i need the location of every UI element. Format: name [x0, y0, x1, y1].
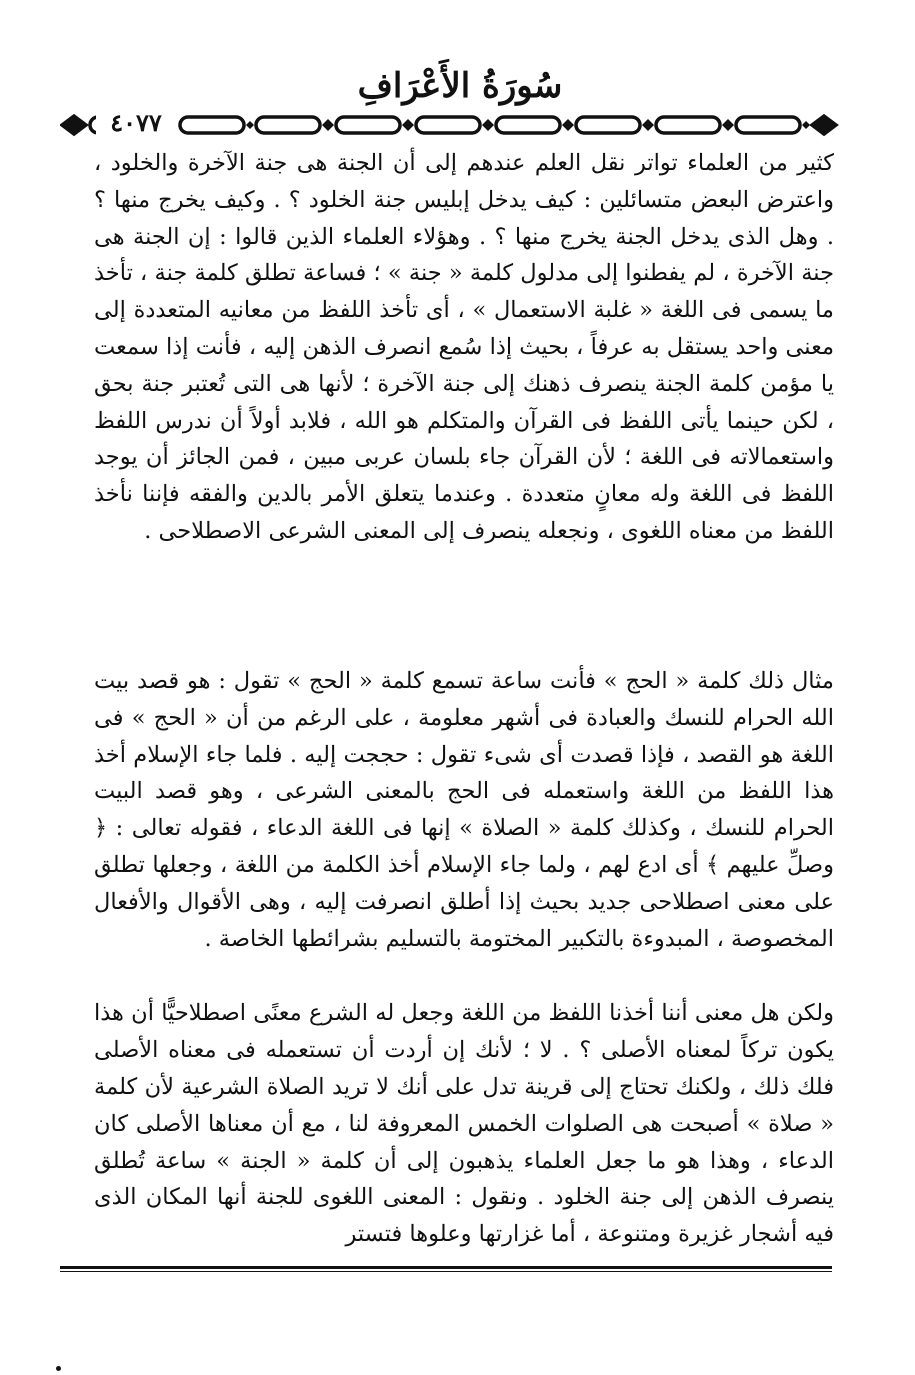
- page-body: [94, 145, 834, 1253]
- paragraph-2: مثال ذلك كلمة « الحج » فأنت ساعة تسمع كلمة « الحج » تقول : هو قصد بيت الله الحرام للنسك والعبادة فى أشهر معلومة ، على الرغم من أن « الحج » فى اللغة هو القصد ، فإذا قصدت أى شىء تقول : حججت إليه . فلما جاء الإسلام أخذ هذا اللفظ من اللغة واستعمله فى الحج بالمعنى الشرعى ، وهو قصد البيت الحرام للنسك ، وكذلك كلمة « الصلاة » إنها فى اللغة الدعاء ، فقوله تعالى : ﴿ وصلِّ عليهم ﴾ أى ادع لهم ، ولما جاء الإسلام أخذ الكلمة من اللغة ، وجعلها تطلق على معنى اصطلاحى جديد بحيث إذا أطلق انصرفت إليه ، وهى الأقوال والأفعال المخصوصة ، المبدوءة بالتكبير المختومة بالتسليم بشرائطها الخاصة .: [94, 668, 834, 952]
- footer-rule-divider: [60, 1266, 832, 1272]
- surah-title: سُورَةُ الأَعْرَافِ: [357, 66, 563, 106]
- print-speck: [56, 1366, 61, 1371]
- paragraph-3: ولكن هل معنى أننا أخذنا اللفظ من اللغة وجعل له الشرع معنًى اصطلاحيًّا أن هذا يكون تركاً لمعناه الأصلى ؟ . لا ؛ لأنك إن أردت أن تستعمله فى معناه الأصلى فلك ذلك ، ولكنك تحتاج إلى قرينة تدل على أنك لا تريد الصلاة الشرعية لأن كلمة « صلاة » أصبحت هى الصلوات الخمس المعروفة لنا ، مع أن معناها الأصلى كان الدعاء ، وهذا هو ما جعل العلماء يذهبون إلى أن كلمة « الجنة » ساعة تُطلق ينصرف الذهن إلى جنة الخلود . ونقول : المعنى اللغوى للجنة أنها المكان الذى فيه أشجار غزيرة ومتنوعة ، أما غزارتها وعلوها فتستر: [94, 1000, 834, 1248]
- paragraph-1: كثير من العلماء تواتر نقل العلم عندهم إلى أن الجنة هى جنة الآخرة والخلود ، واعترض البعض متسائلين : كيف يدخل إبليس جنة الخلود ؟ . وكيف يخرج منها ؟ . وهل الذى يدخل الجنة يخرج منها ؟ . وهؤلاء العلماء الذين قالوا : إن الجنة هى جنة الآخرة ، لم يفطنوا إلى مدلول كلمة « جنة » ؛ فساعة تطلق كلمة جنة ، تأخذ ما يسمى فى اللغة « غلبة الاستعمال » ، أى تأخذ اللفظ من معانيه المتعددة إلى معنى واحد يستقل به عرفاً ، بحيث إذا سُمع انصرف الذهن إليه ، فأنت إذا سمعت يا مؤمن كلمة الجنة ينصرف ذهنك إلى جنة الآخرة ؛ لأنها هى التى تُعتبر جنة بحق ، لكن حينما يأتى اللفظ فى القرآن والمتكلم هو الله ، فلابد أولاً أن ندرس اللفظ واستعمالاته فى اللغة ؛ لأن القرآن جاء بلسان عربى مبين ، فمن الجائز أن يوجد اللفظ فى اللغة وله معانٍ متعددة . وعندما يتعلق الأمر بالدين والفقه فإننا نأخذ اللفظ من معناه اللغوى ، ونجعله ينصرف إلى المعنى الشرعى الاصطلاحى .: [94, 150, 834, 544]
- page-number: ٤٠٧٧: [96, 106, 176, 140]
- ornamental-chain-border-icon: [60, 112, 840, 138]
- page-header: [0, 0, 915, 150]
